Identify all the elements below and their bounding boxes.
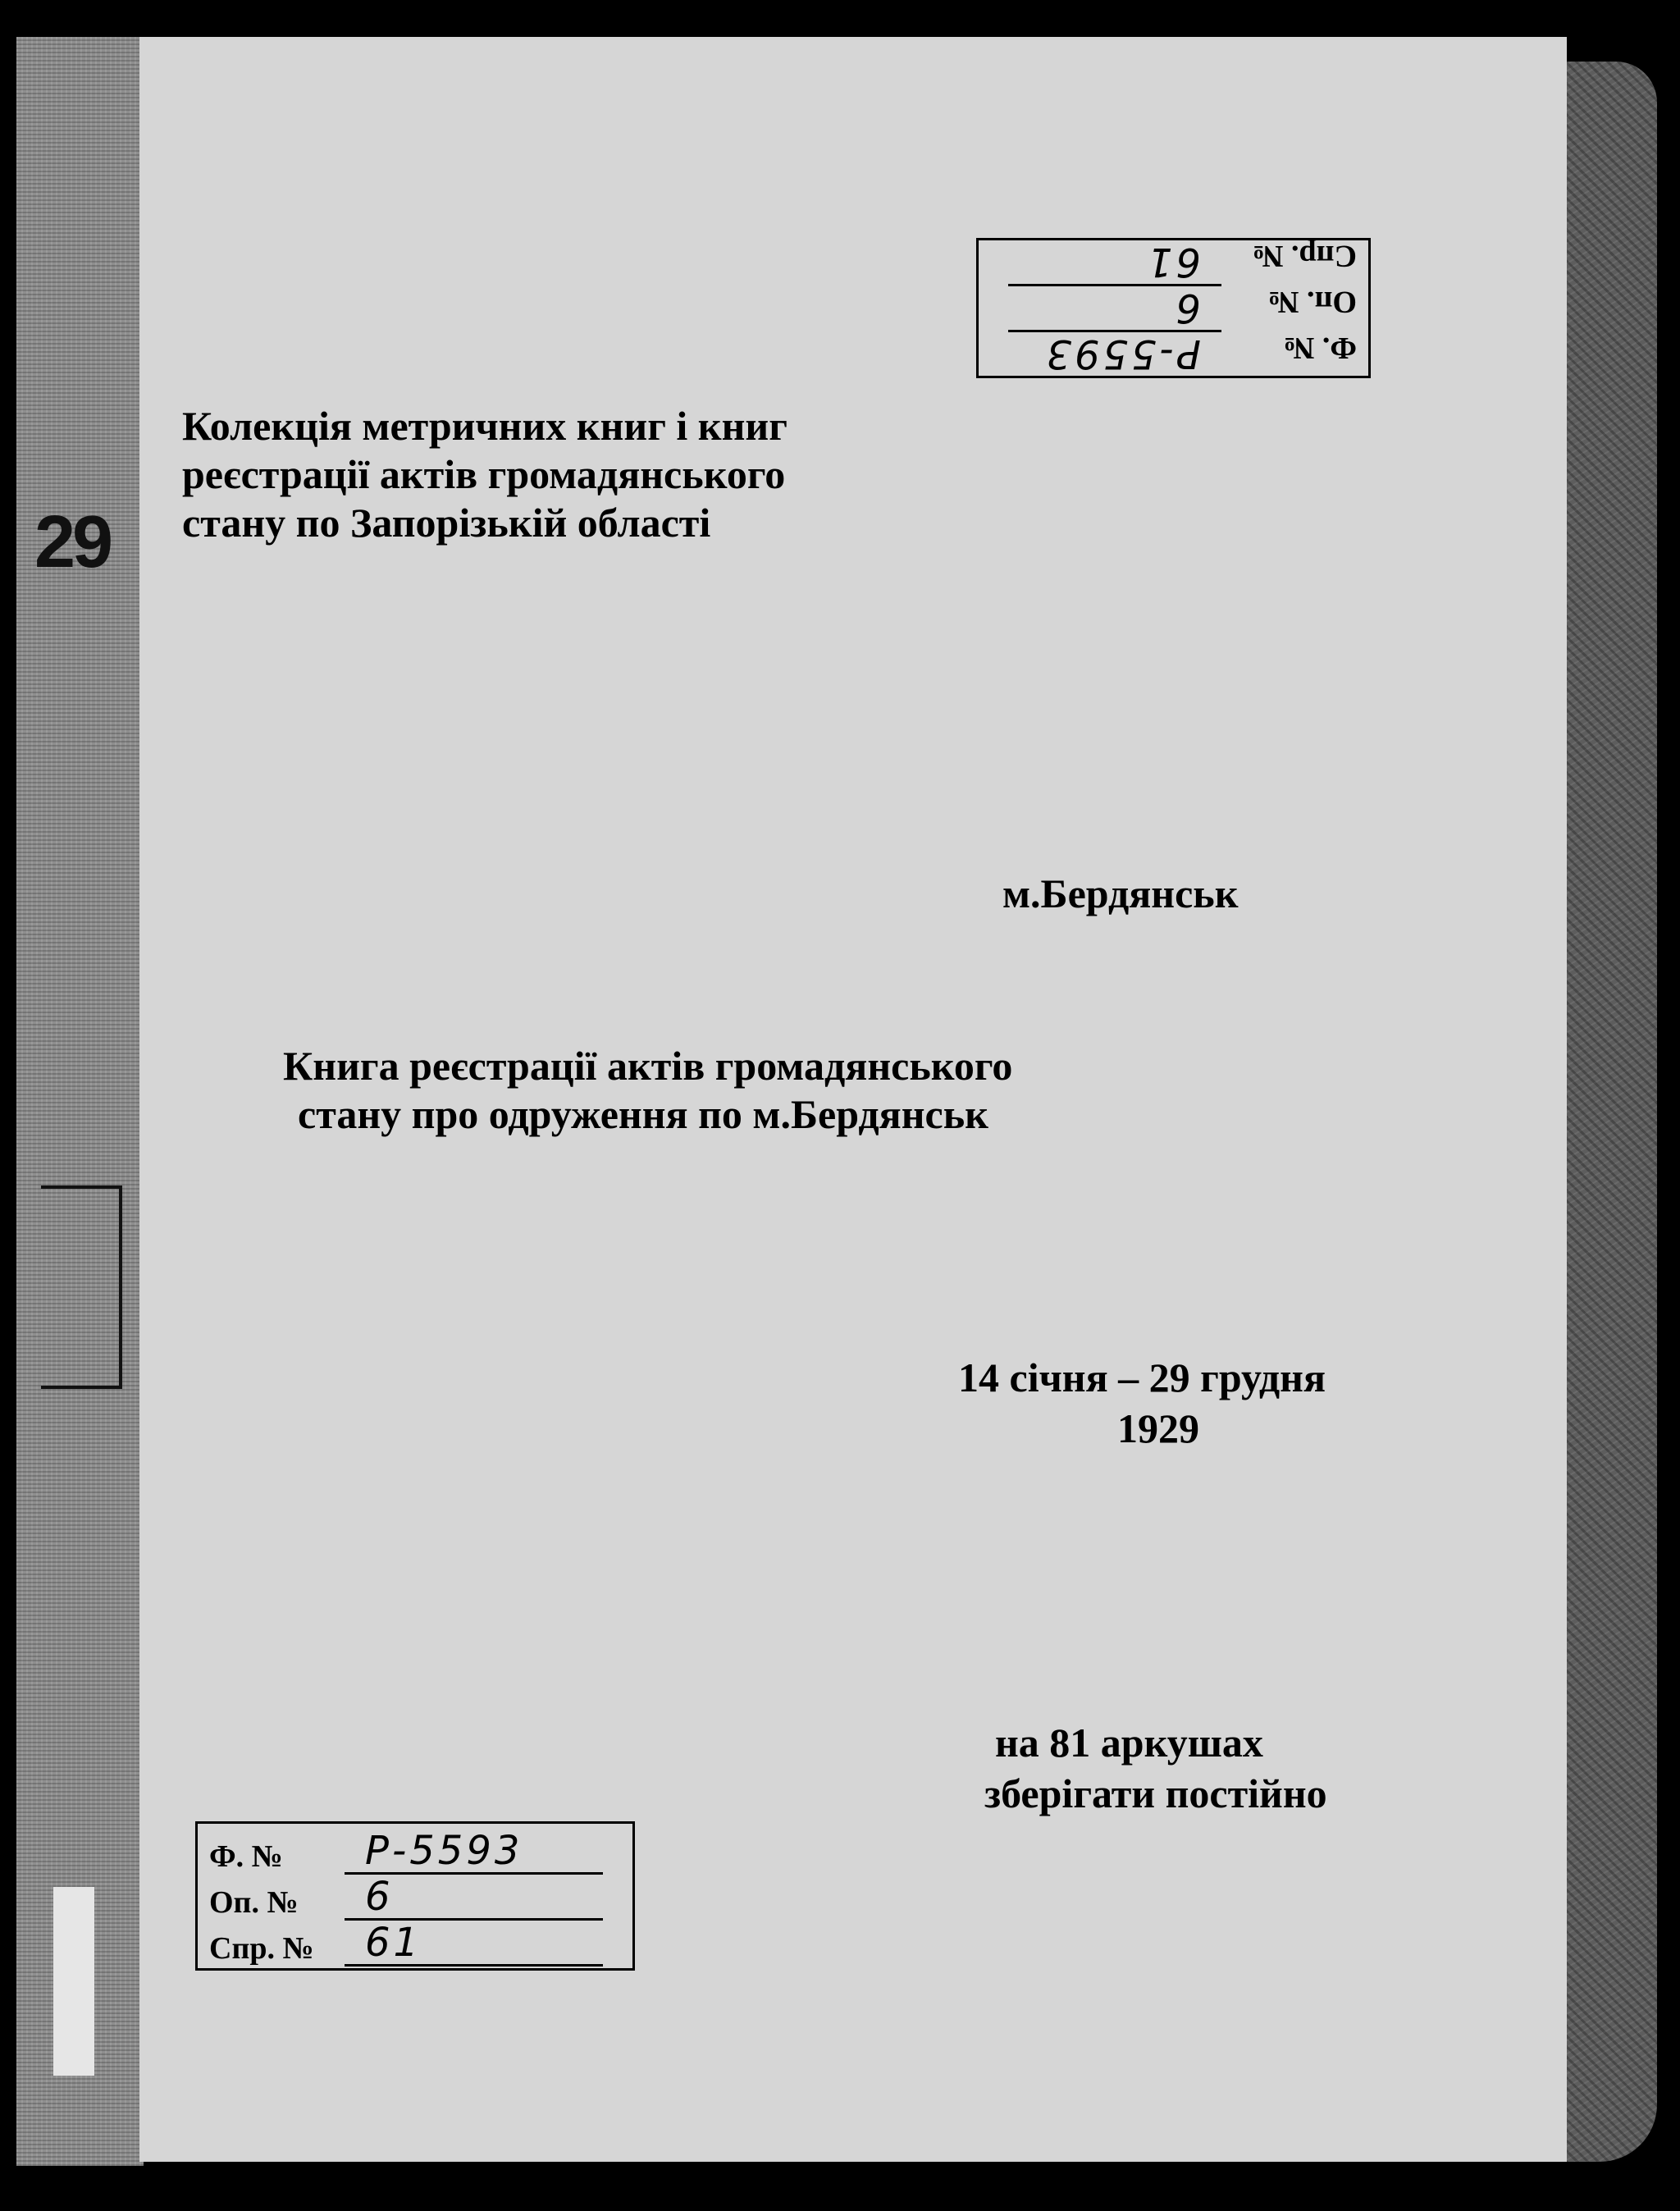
archive-stamp bbox=[195, 1821, 635, 1971]
stamp-sprava-label: Спр. № bbox=[1252, 239, 1357, 273]
stamp-opys-label: Оп. № bbox=[1267, 285, 1357, 319]
collection-title-line: стану по Запорізькій області bbox=[182, 500, 711, 546]
stamp-fond-row bbox=[979, 330, 1368, 376]
stamp-sprava-value: 61 bbox=[1008, 238, 1221, 283]
stamp-opys-value: 6 bbox=[1008, 284, 1221, 329]
stamp-fond-row bbox=[198, 1829, 632, 1875]
stamp-opys-row bbox=[979, 284, 1368, 330]
stamp-fond-value: Р-5593 bbox=[345, 1830, 603, 1875]
date-range: 14 січня – 29 грудня bbox=[958, 1354, 1326, 1400]
book-title bbox=[283, 1042, 1012, 1139]
collection-title bbox=[182, 402, 788, 547]
book-title-line: Книга реєстрації актів громадянського bbox=[283, 1043, 1013, 1089]
sheet-count: на 81 аркушах bbox=[995, 1720, 1263, 1766]
stamp-opys-value: 6 bbox=[345, 1875, 603, 1921]
stamp-opys-label: Оп. № bbox=[209, 1885, 299, 1920]
stamp-sprava-row bbox=[198, 1921, 632, 1967]
stamp-fond-value: Р-5593 bbox=[1008, 330, 1221, 375]
stamp-sprava-row bbox=[979, 238, 1368, 284]
stamp-fond-label: Ф. № bbox=[1283, 331, 1357, 365]
stamp-sprava-value: 61 bbox=[345, 1921, 603, 1967]
spine-label-frame bbox=[41, 1185, 122, 1389]
retention-note: зберігати постійно bbox=[984, 1770, 1327, 1816]
archive-stamp-upside-down bbox=[976, 238, 1371, 378]
stamp-opys-row bbox=[198, 1875, 632, 1921]
collection-title-line: реєстрації актів громадянського bbox=[182, 451, 786, 497]
book-title-line: стану про одруження по м.Бердянськ bbox=[298, 1091, 988, 1137]
stamp-fond-label: Ф. № bbox=[209, 1839, 283, 1874]
book-spine bbox=[16, 37, 144, 2166]
spine-paper-label bbox=[53, 1887, 94, 2076]
year: 1929 bbox=[1117, 1405, 1199, 1451]
city-name: м.Бердянськ bbox=[1002, 870, 1239, 916]
spine-number: 29 bbox=[34, 501, 111, 583]
collection-title-line: Колекція метричних книг і книг bbox=[182, 403, 788, 449]
stamp-sprava-label: Спр. № bbox=[209, 1931, 314, 1966]
